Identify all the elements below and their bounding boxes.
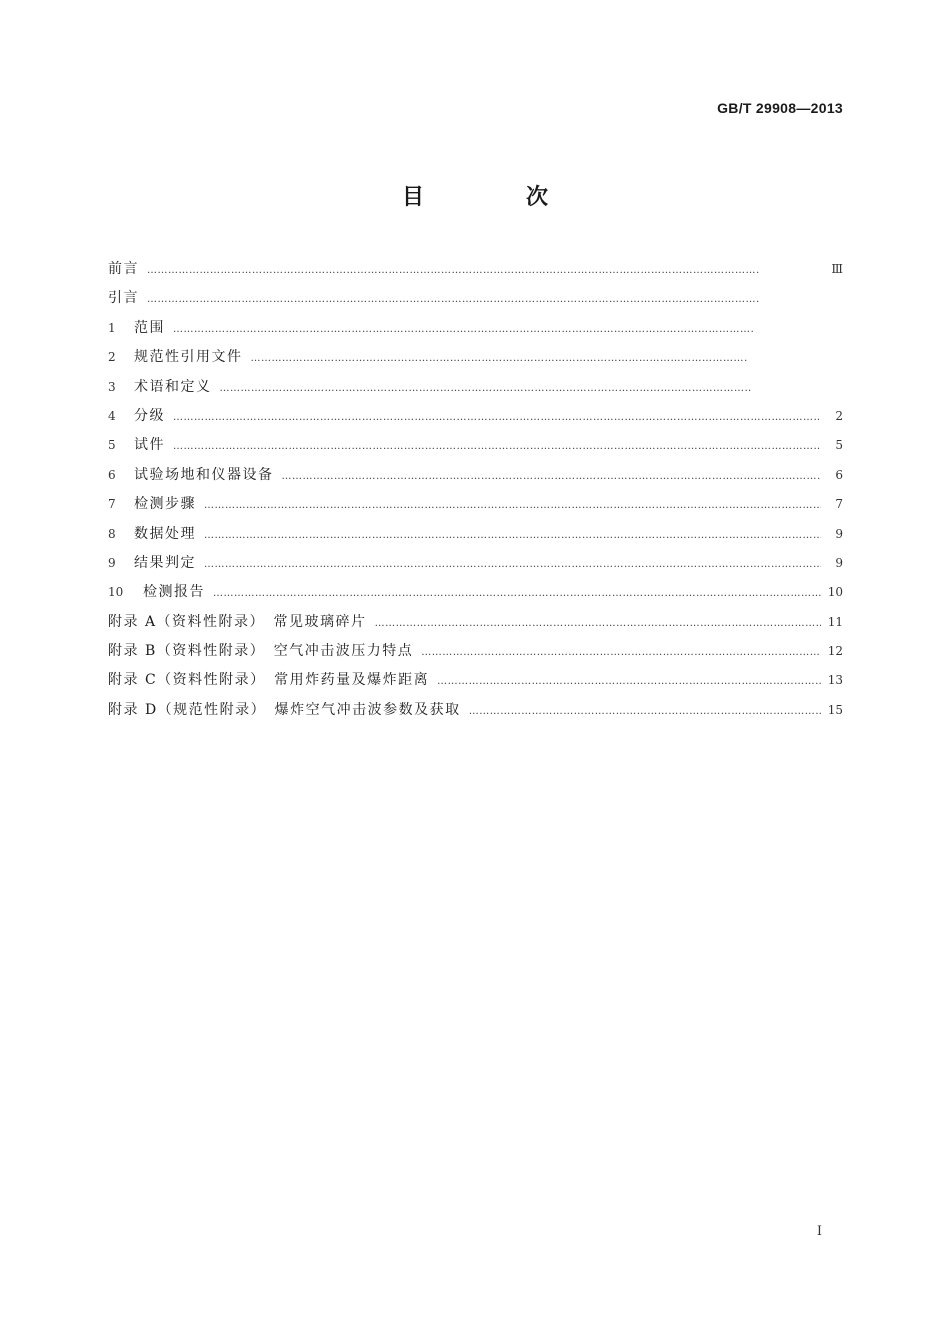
toc-entry-number: 2 bbox=[108, 350, 116, 365]
toc-entry-number: 3 bbox=[108, 379, 116, 394]
dot-leader bbox=[375, 609, 821, 638]
toc-entry-label: 规范性引用文件 bbox=[134, 349, 243, 366]
dot-leader bbox=[469, 697, 821, 726]
page-number: I bbox=[816, 1224, 822, 1239]
toc-entry-label: 范围 bbox=[134, 319, 165, 336]
toc-entry-number: 10 bbox=[108, 585, 124, 600]
dot-leader bbox=[204, 491, 821, 520]
toc-entry-annex-c[interactable] bbox=[108, 666, 843, 695]
dot-leader bbox=[173, 403, 821, 432]
toc-entry-number: 1 bbox=[108, 320, 116, 335]
toc-entry-label: 检测报告 bbox=[143, 584, 205, 601]
toc-entry-7[interactable] bbox=[108, 490, 843, 519]
dot-leader bbox=[437, 667, 821, 696]
dot-leader bbox=[251, 344, 748, 373]
toc-entry-number: 9 bbox=[108, 555, 116, 570]
toc-entry-label: 附录 A（资料性附录） 常见玻璃碎片 bbox=[108, 613, 367, 630]
toc-entry-10[interactable] bbox=[108, 578, 843, 607]
toc-entry-label: 检测步骤 bbox=[134, 496, 196, 513]
toc-entry-page: 12 bbox=[827, 644, 843, 659]
toc-entry-label: 附录 C（资料性附录） 常用炸药量及爆炸距离 bbox=[108, 672, 430, 689]
toc-entry-8[interactable] bbox=[108, 520, 843, 549]
dot-leader bbox=[282, 462, 822, 491]
toc-entry-5[interactable] bbox=[108, 431, 843, 460]
toc-entry-page: 10 bbox=[827, 585, 843, 600]
toc-entry-page: 15 bbox=[827, 702, 843, 717]
toc-entry-label: 数据处理 bbox=[134, 525, 196, 542]
dot-leader bbox=[213, 579, 821, 608]
toc-entry-page: 9 bbox=[835, 526, 843, 541]
toc-entry-6[interactable] bbox=[108, 461, 843, 490]
dot-leader bbox=[204, 550, 821, 579]
dot-leader bbox=[220, 374, 752, 403]
toc-entry-label: 试件 bbox=[134, 437, 165, 454]
table-of-contents bbox=[108, 255, 843, 725]
toc-entry-page: 2 bbox=[835, 408, 843, 423]
toc-entry-foreword[interactable] bbox=[108, 255, 843, 284]
toc-entry-label: 附录 D（规范性附录） 爆炸空气冲击波参数及获取 bbox=[108, 701, 461, 718]
toc-entry-label: 附录 B（资料性附录） 空气冲击波压力特点 bbox=[108, 643, 414, 660]
toc-entry-label: 结果判定 bbox=[134, 554, 196, 571]
toc-entry-label: 引言 bbox=[108, 290, 139, 307]
toc-entry-annex-a[interactable] bbox=[108, 608, 843, 637]
dot-leader bbox=[173, 432, 821, 461]
toc-entry-page: 11 bbox=[827, 614, 843, 629]
dot-leader bbox=[204, 521, 821, 550]
toc-entry-number: 4 bbox=[108, 408, 116, 423]
dot-leader bbox=[421, 638, 821, 667]
toc-entry-label: 试验场地和仪器设备 bbox=[134, 466, 274, 483]
toc-entry-page: 6 bbox=[835, 467, 843, 482]
toc-entry-number: 6 bbox=[108, 467, 116, 482]
toc-entry-page: Ⅲ bbox=[831, 262, 843, 276]
toc-entry-label: 分级 bbox=[134, 407, 165, 424]
toc-entry-page: 13 bbox=[827, 673, 843, 688]
toc-entry-page: 5 bbox=[835, 438, 843, 453]
toc-entry-9[interactable] bbox=[108, 549, 843, 578]
dot-leader bbox=[147, 285, 759, 314]
toc-entry-annex-b[interactable] bbox=[108, 637, 843, 666]
standard-code: GB/T 29908—2013 bbox=[717, 100, 843, 116]
page-title: 目 次 bbox=[401, 185, 588, 210]
toc-entry-introduction[interactable] bbox=[108, 284, 843, 313]
dot-leader bbox=[147, 256, 759, 285]
toc-entry-number: 8 bbox=[108, 526, 116, 541]
toc-entry-annex-d[interactable] bbox=[108, 696, 843, 725]
dot-leader bbox=[173, 315, 755, 344]
toc-entry-2[interactable] bbox=[108, 343, 843, 372]
toc-entry-3[interactable] bbox=[108, 373, 843, 402]
toc-entry-4[interactable] bbox=[108, 402, 843, 431]
toc-entry-page: 7 bbox=[835, 497, 843, 512]
toc-entry-number: 5 bbox=[108, 438, 116, 453]
toc-entry-label: 术语和定义 bbox=[134, 378, 212, 395]
toc-entry-number: 7 bbox=[108, 497, 116, 512]
toc-entry-label: 前言 bbox=[108, 261, 139, 277]
toc-entry-1[interactable] bbox=[108, 314, 843, 343]
toc-entry-page: 9 bbox=[835, 555, 843, 570]
